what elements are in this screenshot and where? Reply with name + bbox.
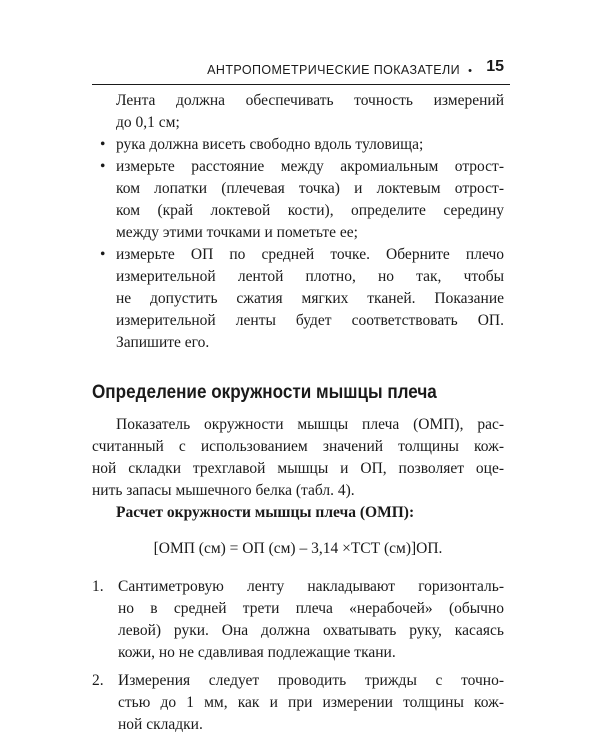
text-line: ком (край локтевой кости), определите середину xyxy=(116,202,504,219)
text-line: нить запасы мышечного белка (табл. 4). xyxy=(92,482,355,499)
header-bullet: • xyxy=(468,65,472,77)
bullet-item xyxy=(92,156,504,244)
text-line: измерительной лентой плотно, но так, чтобы xyxy=(116,268,504,285)
page-body xyxy=(92,90,504,736)
text-line: не допустить сжатия мягких тканей. Показание xyxy=(116,290,504,307)
text-line: левой) руки. Она должна охватывать руку, касаясь xyxy=(118,622,504,639)
bullet-marker: • xyxy=(100,136,106,153)
bullet-item xyxy=(92,134,504,156)
text-line: измерительной ленты будет соответствовать ОП. xyxy=(116,312,504,329)
text-line: Лента должна обеспечивать точность измерений xyxy=(116,92,504,109)
text-line: Запишите его. xyxy=(116,334,210,351)
text-line: ной складки. xyxy=(118,716,203,733)
bullet-marker: • xyxy=(100,246,106,263)
step-number: 1. xyxy=(92,578,104,595)
step-number: 2. xyxy=(92,672,104,689)
text-line: Сантиметровую ленту накладывают горизонталь- xyxy=(118,578,504,595)
text-line: стью до 1 мм, как и при измерении толщины кож- xyxy=(118,694,504,711)
text-line: измерьте ОП по средней точке. Оберните плечо xyxy=(116,246,504,263)
running-header xyxy=(92,52,510,85)
bullet-item xyxy=(92,244,504,354)
text-line: ком лопатки (плечевая точка) и локтевым отрост- xyxy=(116,180,504,197)
formula: [ОМП (см) = ОП (см) – 3,14 ×ТСТ (см)]ОП. xyxy=(153,540,443,557)
calculation-label: Расчет окружности мышцы плеча (ОМП): xyxy=(116,504,415,521)
header-title: АНТРОПОМЕТРИЧЕСКИЕ ПОКАЗАТЕЛИ xyxy=(207,63,460,77)
text-line: измерьте расстояние между акромиальным отрост- xyxy=(116,158,504,175)
numbered-step xyxy=(92,576,504,664)
text-line: Показатель окружности мышцы плеча (ОМП), рас- xyxy=(116,416,504,433)
text-line: считанный с использованием значений толщины кож- xyxy=(92,438,504,455)
paragraph xyxy=(92,414,504,502)
text-line: до 0,1 см; xyxy=(116,114,180,131)
text-line: между этими точками и пометьте ее; xyxy=(116,224,358,241)
text-line: Измерения следует проводить трижды с точно- xyxy=(118,672,504,689)
intro-text xyxy=(92,90,504,134)
page-number: 15 xyxy=(486,58,504,75)
bullet-marker: • xyxy=(100,158,106,175)
section-heading: Определение окружности мышцы плеча xyxy=(92,382,437,403)
text-line: рука должна висеть свободно вдоль туловища; xyxy=(116,136,424,153)
numbered-step xyxy=(92,670,504,736)
text-line: ной складки трехглавой мышцы и ОП, позволяет оце- xyxy=(92,460,504,477)
text-line: кожи, но не сдавливая подлежащие ткани. xyxy=(118,644,396,661)
text-line: но в средней трети плеча «нерабочей» (обычно xyxy=(118,600,504,617)
